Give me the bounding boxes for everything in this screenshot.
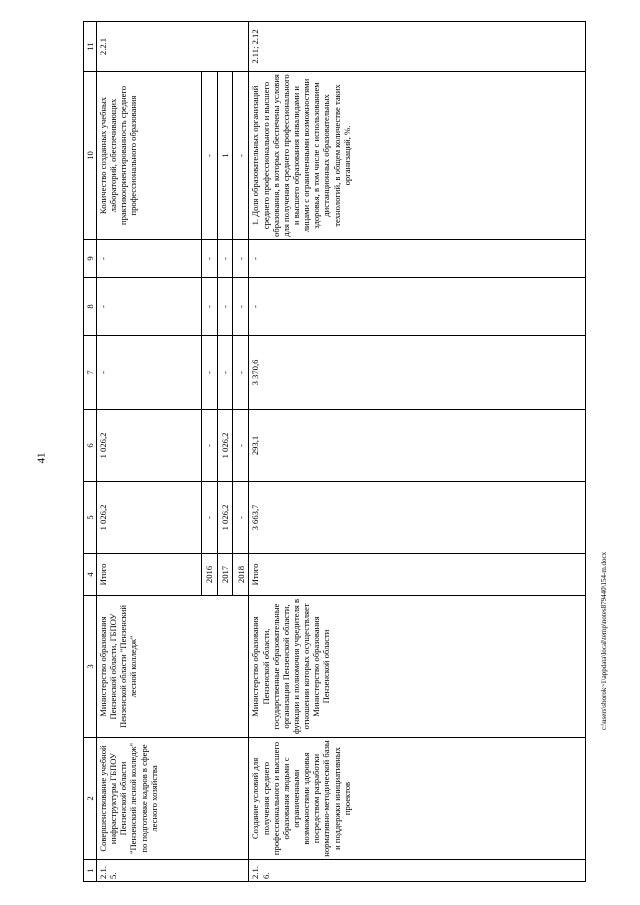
header-cell: 9 xyxy=(84,240,97,278)
executor: Министерство образования Пензенской области, государственные образовательные организации Пензенской области, функции и полномочия учредителя в отношении которых осуществляет Министерство образования Пензенской области xyxy=(249,596,586,738)
value-other: - xyxy=(201,240,217,278)
value-total: 1 026,2 xyxy=(217,482,233,554)
year: 2017 xyxy=(217,554,233,596)
task-link: 2.2.1 xyxy=(97,22,249,72)
row-number: 2.1.6. xyxy=(249,860,586,882)
indicator: 1. Доля образовательных организаций среднего профессионального и высшего образования, в которых обеспечены условия для получения среднего профессионального и высшего образования инвалидами и лицами с ограниченными возможностями здоровья, в том числе с использованием дистанционных образовательных технологий, в общем количестве таких организаций, %. xyxy=(249,72,586,240)
value-total: - xyxy=(201,482,217,554)
indicator: Количество созданных учебных лабораторий, обеспечивающих практикоориентированность среднего профессионального образования xyxy=(97,72,202,240)
value-other: - xyxy=(217,240,233,278)
header-cell: 11 xyxy=(84,22,97,72)
measure-name: Совершенствование учебной инфраструктуры ГБПОУ Пензенской области "Пензенский лесной колледж" по подготовке кадров в сфере лесного хозяйства xyxy=(97,738,249,860)
value-other: - xyxy=(233,240,249,278)
period-total: Итого xyxy=(249,554,586,596)
value-local: - xyxy=(217,278,233,336)
header-cell: 3 xyxy=(84,596,97,738)
value-local: - xyxy=(97,278,202,336)
value-federal: - xyxy=(201,410,217,482)
period-total: Итого xyxy=(97,554,202,596)
header-cell: 7 xyxy=(84,336,97,410)
indicator-value: 1 xyxy=(217,72,233,240)
value-other: - xyxy=(97,240,202,278)
indicator-value: - xyxy=(201,72,217,240)
table-row xyxy=(97,22,202,882)
row-number: 2.1.5. xyxy=(97,860,249,882)
header-row xyxy=(84,22,97,882)
value-regional: - xyxy=(201,336,217,410)
table-row xyxy=(249,22,586,882)
value-federal: 1 026,2 xyxy=(97,410,202,482)
page-number: 41 xyxy=(35,452,48,464)
header-cell: 6 xyxy=(84,410,97,482)
file-path: c:\users\sborok~1\appdata\local\temp\notes879440\154-m.docx xyxy=(600,551,608,730)
year: 2016 xyxy=(201,554,217,596)
value-regional: 3 370,6 xyxy=(249,336,586,410)
value-regional: - xyxy=(97,336,202,410)
task-link: 2.11; 2.12 xyxy=(249,22,586,72)
header-cell: 5 xyxy=(84,482,97,554)
measure-name: Создание условий для получения среднего профессионального и высшего образования людьми с ограниченными возможностями здоровья посредством разработки нормативно-методической базы и поддержки инициативных проектов xyxy=(249,738,586,860)
header-cell: 4 xyxy=(84,554,97,596)
value-regional: - xyxy=(217,336,233,410)
value-total: - xyxy=(233,482,249,554)
header-cell: 8 xyxy=(84,278,97,336)
year: 2018 xyxy=(233,554,249,596)
header-cell: 10 xyxy=(84,72,97,240)
executor: Министерство образования Пензенской области, ГБПОУ Пензенской области "Пензенский лесной колледж" xyxy=(97,596,249,738)
value-local: - xyxy=(201,278,217,336)
header-cell: 1 xyxy=(84,860,97,882)
value-other: - xyxy=(249,240,586,278)
value-local: - xyxy=(249,278,586,336)
value-local: - xyxy=(233,278,249,336)
header-cell: 2 xyxy=(84,738,97,860)
indicator-value: - xyxy=(233,72,249,240)
value-federal: 293,1 xyxy=(249,410,586,482)
value-federal: - xyxy=(233,410,249,482)
program-table xyxy=(83,21,586,882)
value-total: 3 663,7 xyxy=(249,482,586,554)
rotated-page xyxy=(83,22,586,882)
value-federal: 1 026,2 xyxy=(217,410,233,482)
value-regional: - xyxy=(233,336,249,410)
value-total: 1 026,2 xyxy=(97,482,202,554)
